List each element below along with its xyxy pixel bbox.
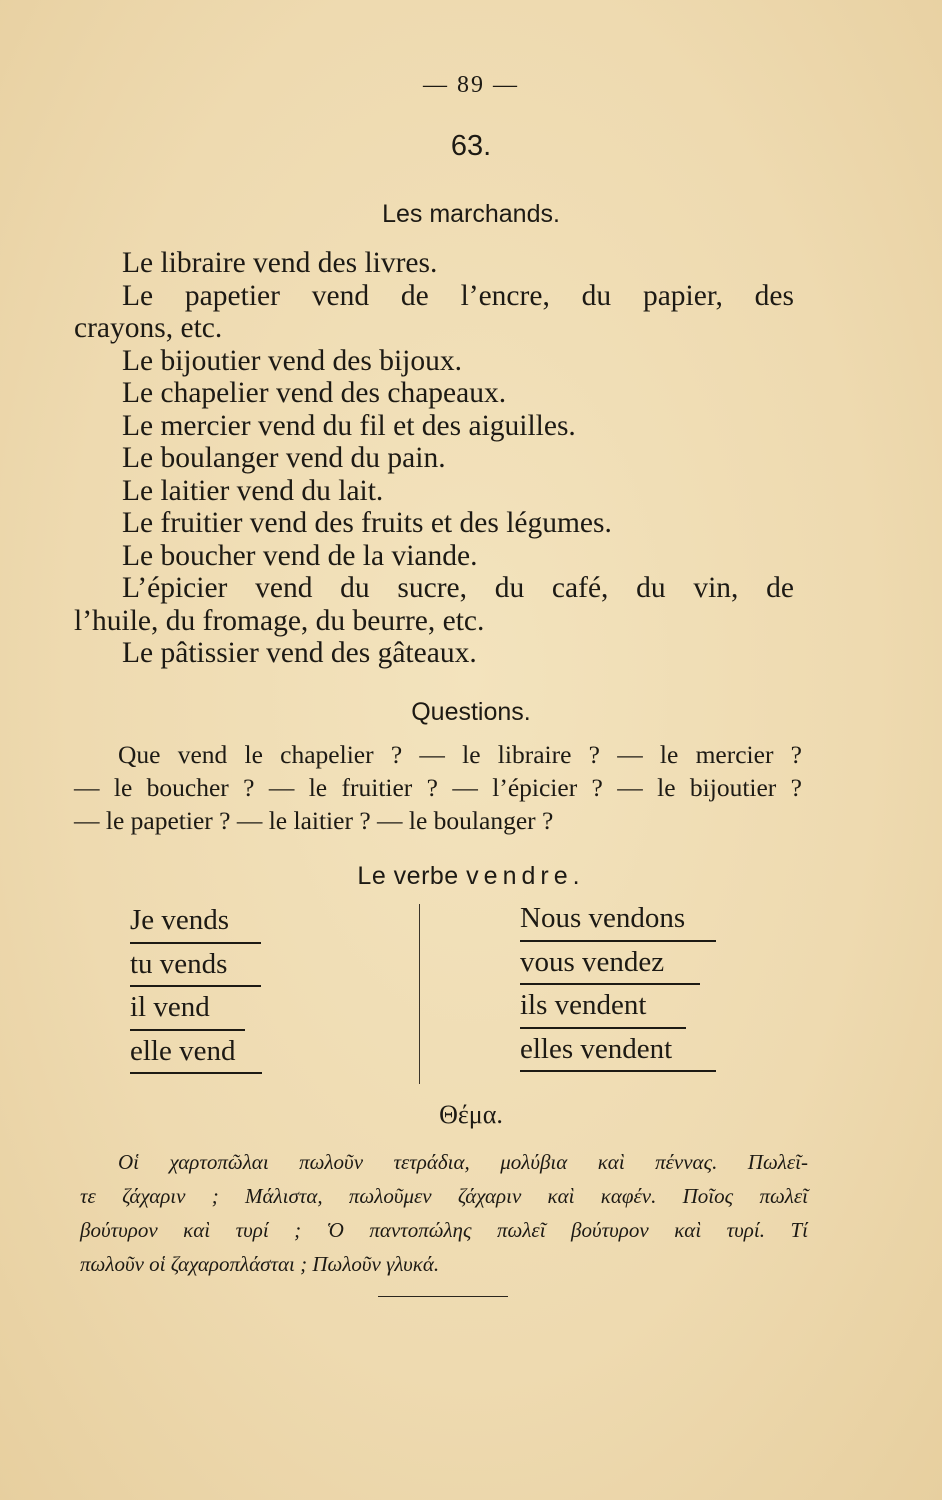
greek-line: πωλοῦν οἱ ζαχαροπλάσται ; Πωλοῦν γλυκά. (80, 1252, 440, 1276)
questions-text (74, 738, 802, 837)
reading-line: l’huile, du fromage, du beurre, etc. (74, 604, 485, 637)
verb-heading (0, 862, 942, 891)
greek-exercise (80, 1145, 808, 1281)
reading-line: crayons, etc. (74, 312, 223, 344)
reading-line: Le pâtissier vend des gâteaux. (122, 637, 477, 669)
question-line: — le boucher ? — le fruitier ? — l’épicier ? — le bijoutier ? (74, 773, 802, 802)
conjugation-form: elles vendent (520, 1029, 716, 1073)
conjugation-form: Je vends (130, 900, 261, 944)
conjugation-plural (520, 898, 716, 1072)
reading-line: Le boucher vend de la viande. (122, 539, 478, 572)
reading-line: Le bijoutier vend des bijoux. (122, 344, 462, 377)
conjugation-form: ils vendent (520, 985, 686, 1029)
verb-heading-word: vendre. (466, 862, 585, 890)
reading-line: Le chapelier vend des chapeaux. (122, 377, 507, 409)
greek-line: τε ζάχαριν ; Μάλιστα, πωλοῦμεν ζάχαριν καὶ καφέν. Ποῖος πωλεῖ (80, 1184, 808, 1208)
lesson-title: Les marchands. (382, 200, 560, 228)
reading-line: L’épicier vend du sucre, du café, du vin, de (122, 572, 794, 604)
conjugation-singular (130, 900, 262, 1074)
greek-line: βούτυρον καὶ τυρί ; Ὁ παντοπώλης πωλεῖ βούτυρον καὶ τυρί. Τί (80, 1218, 808, 1242)
question-line: Que vend le chapelier ? — le libraire ? — le mercier ? (118, 740, 802, 769)
conjugation-form: tu vends (130, 944, 261, 988)
question-line: — le papetier ? — le laitier ? — le boulanger ? (74, 806, 554, 835)
reading-line: Le fruitier vend des fruits et des légumes. (122, 507, 612, 539)
reading-line: Le libraire vend des livres. (122, 247, 438, 279)
reading-text (74, 247, 794, 670)
conjugation-form: elle vend (130, 1031, 262, 1075)
page-number: — 89 — (423, 72, 519, 98)
questions-heading: Questions. (411, 698, 531, 726)
conjugation-divider (419, 904, 420, 1084)
closing-rule (378, 1296, 508, 1297)
greek-line: Οἱ χαρτοπῶλαι πωλοῦν τετράδια, μολύβια καὶ πέννας. Πωλεῖ- (118, 1150, 808, 1174)
thema-heading: Θέμα. (439, 1100, 503, 1129)
reading-line: Le mercier vend du fil et des aiguilles. (122, 409, 576, 442)
conjugation-form: Nous vendons (520, 898, 716, 942)
verb-heading-prefix: Le verbe (357, 862, 459, 890)
reading-line: Le boulanger vend du pain. (122, 442, 446, 474)
reading-line: Le papetier vend de l’encre, du papier, des (122, 279, 794, 312)
lesson-number: 63. (450, 130, 492, 162)
conjugation-form: il vend (130, 987, 245, 1031)
conjugation-form: vous vendez (520, 942, 700, 986)
reading-line: Le laitier vend du lait. (122, 474, 384, 507)
